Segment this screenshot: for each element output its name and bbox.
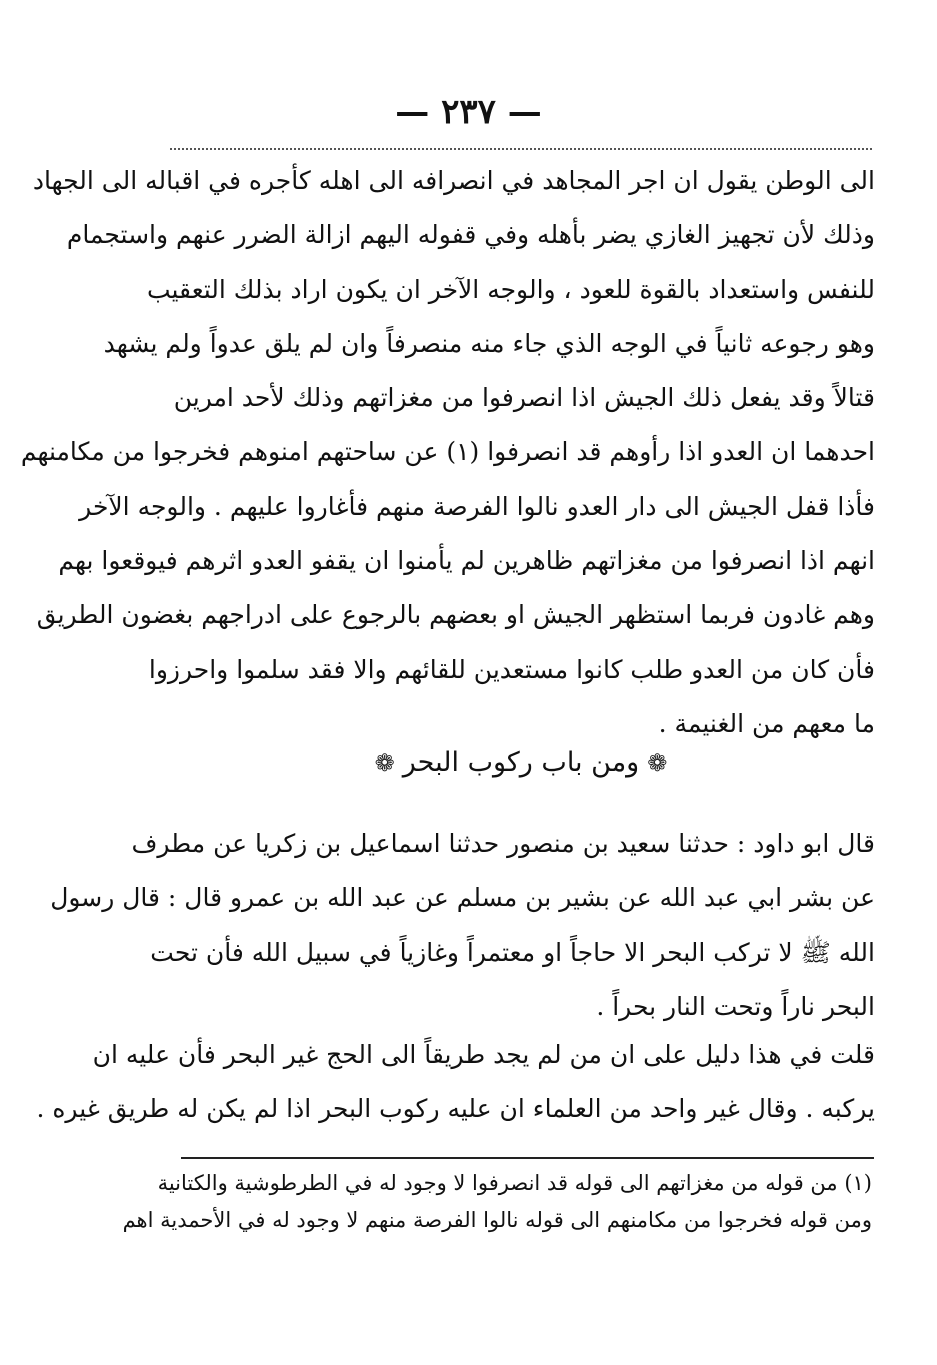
text-line: وذلك لأن تجهيز الغازي يضر بأهله وفي قفوله اليهم ازالة الضرر عنهم واستجمام bbox=[66, 220, 875, 250]
section-heading bbox=[170, 736, 872, 790]
text-line: وهو رجوعه ثانياً في الوجه الذي جاء منه منصرفاً وان لم يلق عدواً ولم يشهد bbox=[103, 328, 875, 358]
text-line: قال ابو داود : حدثنا سعيد بن منصور حدثنا اسماعيل بن زكريا عن مطرف bbox=[131, 829, 875, 858]
footnote-divider bbox=[181, 1157, 874, 1159]
page-number: — ٢٣٧ — bbox=[395, 92, 542, 132]
text-line: وهم غادون فربما استظهر الجيش او بعضهم بالرجوع على ادراجهم بغضون الطريق bbox=[36, 600, 875, 630]
text-line: قلت في هذا دليل على ان من لم يجد طريقاً الى الحج غير البحر فأن عليه ان bbox=[92, 1040, 875, 1069]
text-line: قتالاً وقد يفعل ذلك الجيش اذا انصرفوا من مغزاتهم وذلك لأحد امرين bbox=[173, 383, 875, 413]
text-line: ما معهم من الغنيمة . bbox=[658, 708, 875, 738]
footnote bbox=[122, 1165, 872, 1239]
text-line: للنفس واستعداد بالقوة للعود ، والوجه الآخر ان يكون اراد بذلك التعقيب bbox=[146, 274, 875, 304]
ornament-left-icon: ❁ bbox=[374, 749, 395, 777]
footnote-line: ومن قوله فخرجوا من مكامنهم الى قوله نالوا الفرصة منهم لا وجود له في الأحمدية اهم bbox=[122, 1208, 872, 1232]
text-line: عن بشر ابي عبد الله عن بشير بن مسلم عن عبد الله بن عمرو قال : قال رسول bbox=[50, 883, 875, 913]
text-line: فأن كان من العدو طلب كانوا مستعدين للقائهم والا فقد سلموا واحرزوا bbox=[148, 654, 875, 684]
section-heading-text: ومن باب ركوب البحر bbox=[402, 747, 640, 778]
text-line: الله ﷺ لا تركب البحر الا حاجاً او معتمراً وغازياً في سبيل الله فأن تحت bbox=[150, 937, 875, 967]
text-line: انهم اذا انصرفوا من مغزاتهم ظاهرين لم يأمنوا ان يقفو العدو اثرهم فيوقعوا بهم bbox=[58, 546, 875, 576]
body-paragraph-2 bbox=[50, 817, 875, 1034]
header-divider bbox=[170, 148, 872, 150]
text-line: البحر ناراً وتحت النار بحراً . bbox=[596, 991, 875, 1021]
text-line: الى الوطن يقول ان اجر المجاهد في انصرافه الى اهله كأجره في اقباله الى الجهاد bbox=[32, 166, 875, 195]
text-line: فأذا قفل الجيش الى دار العدو نالوا الفرصة منهم فأغاروا عليهم . والوجه الآخر bbox=[79, 491, 875, 521]
ornament-right-icon: ❁ bbox=[647, 749, 668, 777]
body-paragraph-1 bbox=[20, 154, 875, 751]
text-line: احدهما ان العدو اذا رأوهم قد انصرفوا (١) عن ساحتهم امنوهم فخرجوا من مكامنهم bbox=[20, 437, 875, 467]
body-paragraph-3 bbox=[36, 1028, 875, 1137]
text-line: يركبه . وقال غير واحد من العلماء ان عليه ركوب البحر اذا لم يكن له طريق غيره . bbox=[36, 1094, 875, 1124]
footnote-line: (١) من قوله من مغزاتهم الى قوله قد انصرفوا لا وجود له في الطرطوشية والكتانية bbox=[157, 1171, 872, 1195]
